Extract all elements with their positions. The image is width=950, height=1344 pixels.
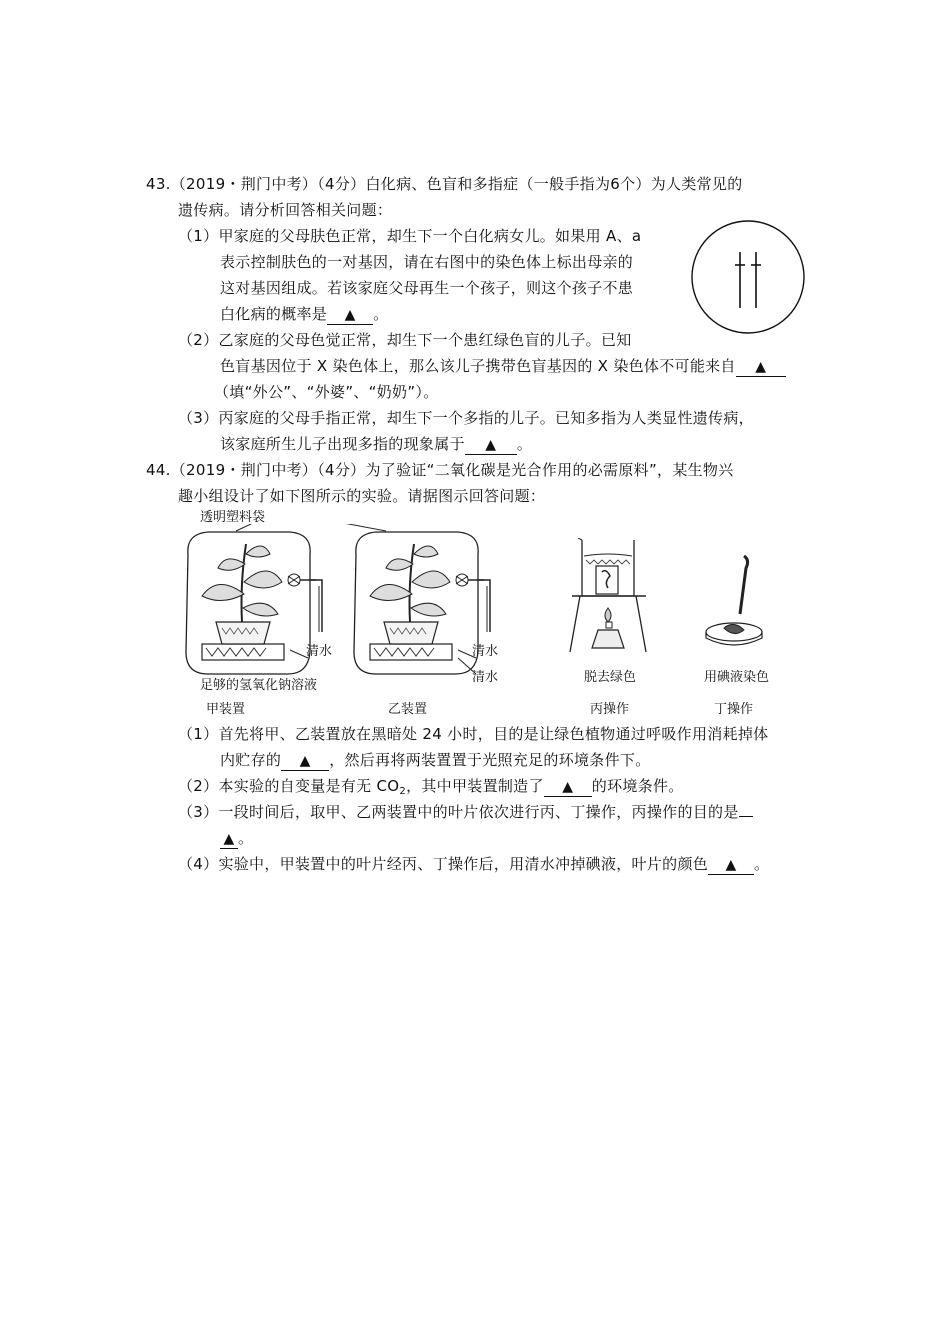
q44-p3-line2-end: 。 bbox=[238, 829, 254, 847]
q43-p3-line2 bbox=[220, 434, 532, 455]
answer-mark: ▲ bbox=[344, 307, 356, 323]
operation-bing-drawing bbox=[568, 538, 652, 664]
cell-circle bbox=[692, 221, 804, 333]
q43-p2-line3: （填“外公”、“外婆”、“奶奶”）。 bbox=[214, 383, 439, 401]
water-label-yi-bottom: 清水 bbox=[472, 670, 499, 685]
experiment-figure bbox=[170, 510, 790, 725]
answer-mark: ▲ bbox=[223, 831, 235, 847]
q43-line2: 遗传病。请分析回答相关问题： bbox=[178, 201, 393, 219]
answer-blank-44-4[interactable] bbox=[708, 855, 754, 875]
answer-mark: ▲ bbox=[299, 753, 311, 769]
answer-blank-43-2[interactable] bbox=[736, 357, 786, 377]
water-label-jia: 清水 bbox=[306, 644, 333, 659]
q44-p2-text: （2）本实验的自变量是有无 CO bbox=[178, 777, 400, 795]
q44-p2-mid: ，其中甲装置制造了 bbox=[406, 777, 544, 795]
q44-p4-end: 。 bbox=[754, 855, 770, 873]
answer-blank-44-1[interactable] bbox=[281, 751, 329, 771]
operation-ding-drawing bbox=[700, 554, 770, 654]
answer-mark: ▲ bbox=[485, 437, 497, 453]
answer-mark: ▲ bbox=[725, 857, 737, 873]
q43-p2-line2-text: 色盲基因位于 X 染色体上，那么该儿子携带色盲基因的 X 染色体不可能来自 bbox=[220, 357, 736, 375]
q44-p1-line2-end: ，然后再将两装置置于光照充足的环境条件下。 bbox=[329, 751, 651, 769]
bag-label: 透明塑料袋 bbox=[200, 510, 266, 525]
jia-caption: 甲装置 bbox=[206, 702, 246, 717]
answer-blank-44-3[interactable] bbox=[220, 829, 238, 849]
answer-mark: ▲ bbox=[755, 359, 767, 375]
q44-p4 bbox=[178, 854, 769, 875]
q44-p2-end: 的环境条件。 bbox=[591, 777, 684, 795]
answer-blank-44-3-start[interactable] bbox=[739, 816, 753, 817]
q43-p1-line4-text: 白化病的概率是 bbox=[220, 305, 328, 323]
answer-mark: ▲ bbox=[562, 779, 574, 795]
bing-label: 脱去绿色 bbox=[584, 670, 637, 685]
q44-p3-line1 bbox=[178, 802, 753, 822]
q43-p1-line1: （1）甲家庭的父母肤色正常，却生下一个白化病女儿。如果用 A、a bbox=[178, 227, 642, 245]
q43-p2-line1: （2）乙家庭的父母色觉正常，却生下一个患红绿色盲的儿子。已知 bbox=[178, 331, 632, 349]
answer-blank-43-3[interactable] bbox=[465, 435, 517, 455]
device-jia-drawing bbox=[178, 524, 338, 684]
bing-caption: 丙操作 bbox=[590, 702, 630, 717]
water-label-yi-top: 清水 bbox=[472, 644, 499, 659]
q44-p1-line2 bbox=[220, 750, 651, 771]
answer-blank-43-1[interactable] bbox=[327, 305, 373, 325]
q43-line1: 43.（2019・荆门中考）（4分）白化病、色盲和多指症（一般手指为6个）为人类常见的 bbox=[146, 175, 743, 193]
q43-p1-line2: 表示控制肤色的一对基因，请在右图中的染色体上标出母亲的 bbox=[220, 253, 634, 271]
q44-p3-line2 bbox=[220, 828, 253, 849]
q44-p2 bbox=[178, 776, 684, 802]
q44-p1-line2-text: 内贮存的 bbox=[220, 751, 282, 769]
q44-p4-text: （4）实验中，甲装置中的叶片经丙、丁操作后，用清水冲掉碘液，叶片的颜色 bbox=[178, 855, 709, 873]
ding-label: 用碘液染色 bbox=[704, 670, 770, 685]
device-yi-drawing bbox=[346, 524, 506, 684]
q43-p3-line2-end: 。 bbox=[516, 435, 533, 453]
q43-p3-line1: （3）丙家庭的父母手指正常，却生下一个多指的儿子。已知多指为人类显性遗传病， bbox=[178, 409, 754, 427]
chromosome-circle-figure[interactable] bbox=[688, 218, 812, 336]
q43-p3-line2-text: 该家庭所生儿子出现多指的现象属于 bbox=[220, 435, 465, 453]
q44-line2: 趣小组设计了如下图所示的实验。请据图示回答问题： bbox=[178, 487, 546, 505]
yi-caption: 乙装置 bbox=[388, 702, 428, 717]
q43-p1-line3: 这对基因组成。若该家庭父母再生一个孩子，则这个孩子不患 bbox=[220, 279, 634, 297]
q43-p2-line2 bbox=[220, 356, 786, 377]
q44-p3-text: （3）一段时间后，取甲、乙两装置中的叶片依次进行丙、丁操作，丙操作的目的是 bbox=[178, 803, 739, 821]
q44-p1-line1: （1）首先将甲、乙装置放在黑暗处 24 小时，目的是让绿色植物通过呼吸作用消耗掉体 bbox=[178, 725, 769, 743]
q44-line1: 44.（2019・荆门中考）（4分）为了验证“二氧化碳是光合作用的必需原料”，某生物兴 bbox=[146, 461, 734, 479]
co2-subscript: 2 bbox=[399, 786, 407, 797]
q43-p1-line4 bbox=[220, 304, 388, 325]
ding-caption: 丁操作 bbox=[714, 702, 754, 717]
q43-p1-line4-end: 。 bbox=[373, 305, 389, 323]
naoh-label: 足够的氢氧化钠溶液 bbox=[200, 678, 318, 693]
answer-blank-44-2[interactable] bbox=[544, 777, 592, 797]
